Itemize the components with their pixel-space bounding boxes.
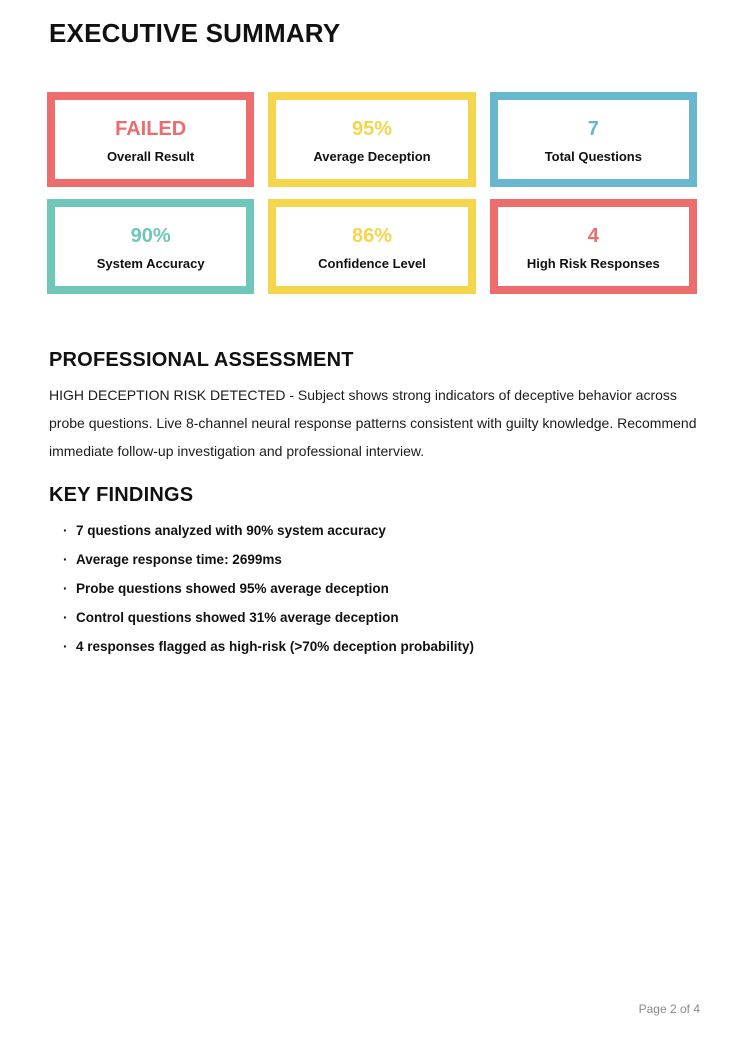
- stat-box-total-questions: [490, 92, 697, 187]
- key-finding-text: Control questions showed 31% average deception: [76, 610, 399, 625]
- page-number: Page 2 of 4: [638, 1002, 700, 1016]
- key-finding-item: [49, 581, 697, 597]
- key-findings-list: [49, 523, 697, 668]
- key-finding-item: [49, 610, 697, 626]
- stat-box-overall-result: [47, 92, 254, 187]
- stat-label: Total Questions: [544, 149, 642, 164]
- bullet-marker: ·: [63, 610, 68, 625]
- bullet-marker: ·: [63, 552, 68, 567]
- stat-label: High Risk Responses: [526, 256, 660, 271]
- stat-box-average-deception: [268, 92, 475, 187]
- key-finding-text: Probe questions showed 95% average deception: [76, 581, 389, 596]
- stat-label: Average Deception: [313, 149, 431, 164]
- bullet-marker: ·: [63, 639, 68, 654]
- stats-grid: [47, 92, 697, 294]
- stat-value: 86%: [351, 225, 392, 247]
- stat-value: 95%: [351, 118, 392, 140]
- stat-box-high-risk-responses: [490, 199, 697, 294]
- assessment-heading: PROFESSIONAL ASSESSMENT: [49, 349, 354, 371]
- key-finding-text: 4 responses flagged as high-risk (>70% deception probability): [76, 639, 474, 654]
- stat-label: System Accuracy: [96, 256, 205, 271]
- stat-value: FAILED: [115, 118, 187, 140]
- stat-box-confidence-level: [268, 199, 475, 294]
- bullet-marker: ·: [63, 523, 68, 538]
- assessment-body: HIGH DECEPTION RISK DETECTED - Subject shows strong indicators of deceptive behavior across probe questions. Live 8-channel neural response patterns consistent with guilty knowledge. Recommend immediate follow-up investigation and professional interview.: [49, 387, 697, 459]
- bullet-marker: ·: [63, 581, 68, 596]
- stat-value: 7: [587, 118, 599, 140]
- key-finding-item: [49, 552, 697, 568]
- key-finding-text: 7 questions analyzed with 90% system accuracy: [76, 523, 386, 538]
- key-findings-heading: KEY FINDINGS: [49, 484, 194, 506]
- key-finding-text: Average response time: 2699ms: [76, 552, 282, 567]
- stat-label: Confidence Level: [318, 256, 426, 271]
- key-finding-item: [49, 523, 697, 539]
- stat-label: Overall Result: [106, 149, 195, 164]
- key-finding-item: [49, 639, 697, 655]
- page-title: EXECUTIVE SUMMARY: [49, 18, 341, 48]
- stat-value: 4: [587, 225, 599, 247]
- stat-box-system-accuracy: [47, 199, 254, 294]
- stat-value: 90%: [130, 225, 171, 247]
